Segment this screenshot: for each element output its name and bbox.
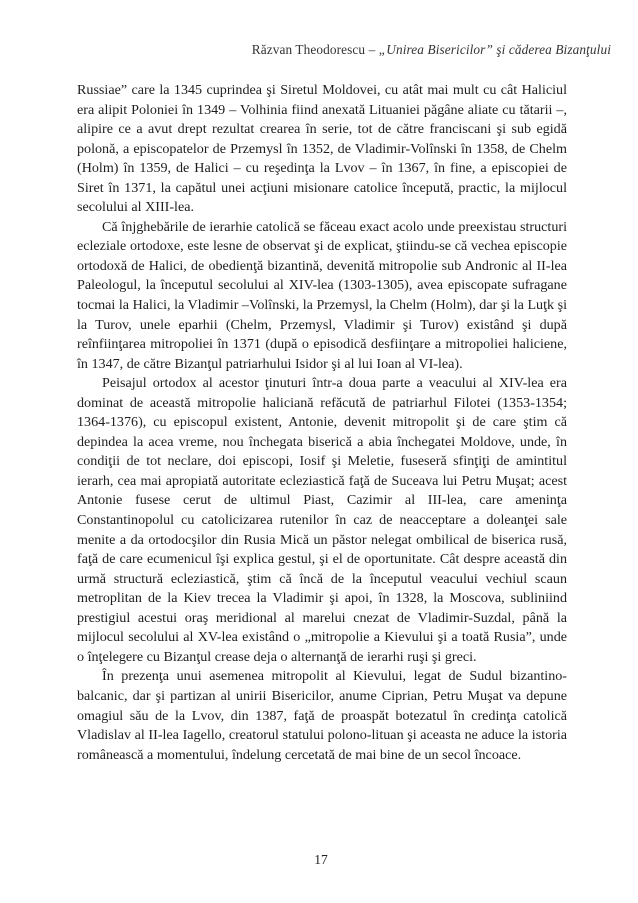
header-author: Răzvan Theodorescu – (251, 42, 379, 57)
running-header (252, 42, 611, 58)
page-number: 17 (314, 852, 328, 867)
paragraph-4: În prezenţa unui asemenea mitropolit al Kievului, legat de Sudul bizantino-balcanic, dar şi partizan al unirii Bisericilor, anume Ciprian, Petru Muşat va depune omagiul său de la Lvov, din 1387, faţă de proaspăt botezatul în credinţa catolică Vladislav al II-lea Iagello, creatorul statului polono-lituan şi aceasta ne aduce la istoria românească a momentului, îndelung cercetată de mai bine de un secol încoace. (77, 668, 567, 763)
paragraph-2: Că înjghebările de ierarhie catolică se făceau exact acolo unde preexistau structuri ecleziale ortodoxe, este lesne de observat şi de explicat, ştiindu-se că vechea episcopie ortodoxă de Halici, de obedienţă bizantină, devenită mitropolie sub Andronic al II-lea Paleologul, la începutul secolului al XIV-lea (1303-1305), avea episcopate sufragane tocmai la Halici, la Vladimir –Volînski, la Przemysl, la Chelm (Holm), dar şi la Luţk şi la Turov, unele eparhii (Chelm, Przemysl, Vladimir şi Turov) existând şi după reînfiinţarea mitropoliei în 1371 (după o episodică desfiinţare a mitropoliei haliciene, în 1347, de către Bizanţul patriarhului Isidor şi al lui Ioan al VI-lea). (77, 218, 567, 372)
paragraph-3: Peisajul ortodox al acestor ţinuturi într-a doua parte a veacului al XIV-lea era dominat de această mitropolie haliciană refăcută de patriarhul Filotei (1353-1354; 1364-1376), cu episcopul existent, Antonie, devenit mitropolit şi de care ştim că depindea la acea vreme, nou închegata biserică a abia închegatei Moldove, unde, în condiţii de tot neclare, doi episcopi, Iosif şi Meletie, fuseseră sfinţiţi de amintitul ierarh, cea mai apropiată autoritate ecleziastică faţă de Suceava lui Petru Muşat; acest Antonie fusese cerut de ultimul Piast, Cazimir al III-lea, care ameninţa Constantinopolul cu catolicizarea rutenilor în caz de neacceptare a doleanţei sale menite a da ortodocşilor din Rusia Mică un păstor nelegat ombilical de biserica rusă, faţă de care ecumenicul îşi explica gestul, şi el de oportunitate. Cât despre această din urmă structură ecleziastică, ştim că încă de la începutul veacului vechiul scaun metroplitan de la Kiev trecea la Vladimir şi apoi, în 1328, la Moscova, subliniind prestigiul acestui oraş meridional al marelui cnezat de Vladimir-Suzdal, până la mijlocul secolului al XV-lea existând o „mitropolie a Kievului şi a toată Rusia”, unde o înţelegere cu Bizanţul crease deja o alternanţă de ierarhi ruşi şi greci. (77, 375, 567, 665)
paragraph-1: Russiae” care la 1345 cuprindea şi Siretul Moldovei, cu atât mai mult cu cât Haliciul era alipit Poloniei în 1349 – Volhinia fiind anexată Lituaniei păgâne aliate cu tătarii –, alipire ce a avut drept rezultat crearea în serie, tot de către franciscani şi sub egidă polonă, a episcopatelor de Przemysl în 1352, de Vladimir-Volînski în 1358, de Chelm (Holm) în 1359, de Halici – cu reşedinţa la Lvov – în 1367, în fine, a episcopiei de Siret în 1371, la capătul unei acţiuni misionare catolice începută, practic, la mijlocul secolului al XIII-lea. (77, 82, 567, 216)
header-title: „Unirea Bisericilor” şi căderea Bizanţului (378, 42, 611, 57)
body-text (77, 81, 567, 765)
